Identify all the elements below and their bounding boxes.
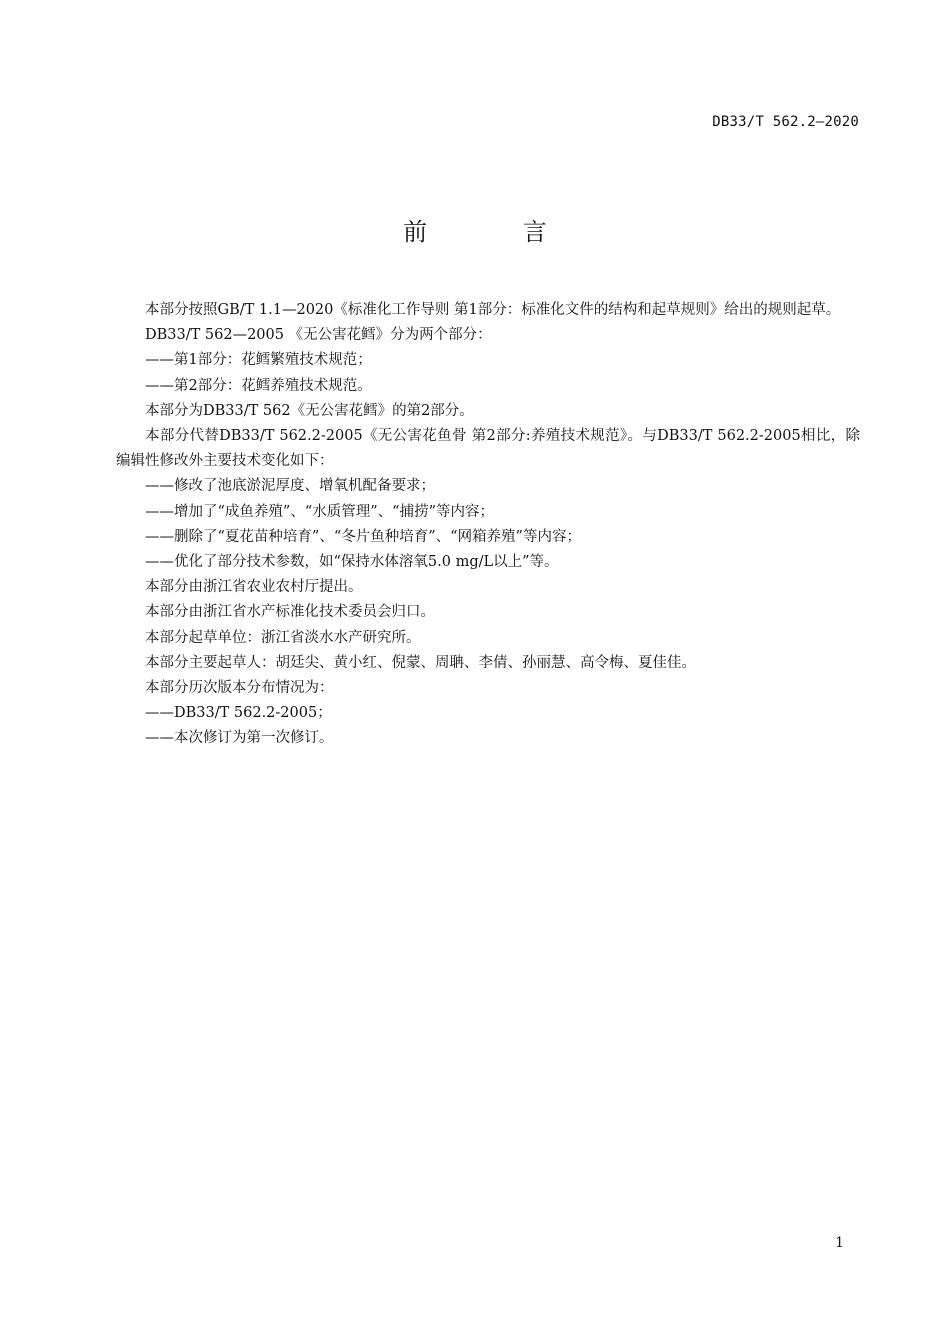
list-item-history-2: ——本次修订为第一次修订。 (145, 730, 334, 747)
paragraph-replaces: 本部分代替DB33/T 562.2-2005《无公害花鱼骨 第2部分:养殖技术规范》。与DB33/T 562.2-2005相比，除编辑性修改外主要技术变化如下： (116, 428, 860, 470)
list-item-change-1: ——修改了池底淤泥厚度、增氧机配备要求； (145, 478, 435, 495)
paragraph-drafters: 本部分主要起草人：胡廷尖、黄小红、倪蒙、周聃、李倩、孙丽慧、高令梅、夏佳佳。 (145, 654, 696, 671)
list-item-change-2: ——增加了“成鱼养殖”、“水质管理”、“捕捞”等内容； (145, 503, 494, 520)
page-title: 前 言 (403, 218, 591, 246)
foreword-body (116, 298, 860, 752)
paragraph-basis: 本部分按照GB/T 1.1—2020《标准化工作导则 第1部分：标准化文件的结构和起草规则》给出的规则起草。 (145, 302, 841, 318)
list-item-part-1: ——第1部分：花鳕繁殖技术规范； (145, 352, 372, 369)
document-code: DB33/T 562.2—2020 (712, 114, 859, 130)
list-item-history-1: ——DB33/T 562.2-2005； (145, 705, 332, 722)
list-item-change-3: ——删除了“夏花苗种培育”、“冬片鱼种培育”、“网箱养殖”等内容； (145, 528, 581, 545)
paragraph-structure: DB33/T 562—2005 《无公害花鳕》分为两个部分： (145, 327, 492, 344)
paragraph-drafting-unit: 本部分起草单位：浙江省淡水水产研究所。 (145, 629, 421, 646)
page-number: 1 (835, 1235, 844, 1251)
list-item-part-2: ——第2部分：花鳕养殖技术规范。 (145, 377, 372, 394)
paragraph-proposed-by: 本部分由浙江省农业农村厅提出。 (145, 579, 363, 596)
paragraph-this-part: 本部分为DB33/T 562《无公害花鳕》的第2部分。 (145, 402, 474, 419)
paragraph-centralized-by: 本部分由浙江省水产标准化技术委员会归口。 (145, 604, 435, 621)
list-item-change-4: ——优化了部分技术参数，如“保持水体溶氧5.0 mg/L以上”等。 (145, 554, 559, 571)
paragraph-history: 本部分历次版本分布情况为： (145, 680, 334, 697)
